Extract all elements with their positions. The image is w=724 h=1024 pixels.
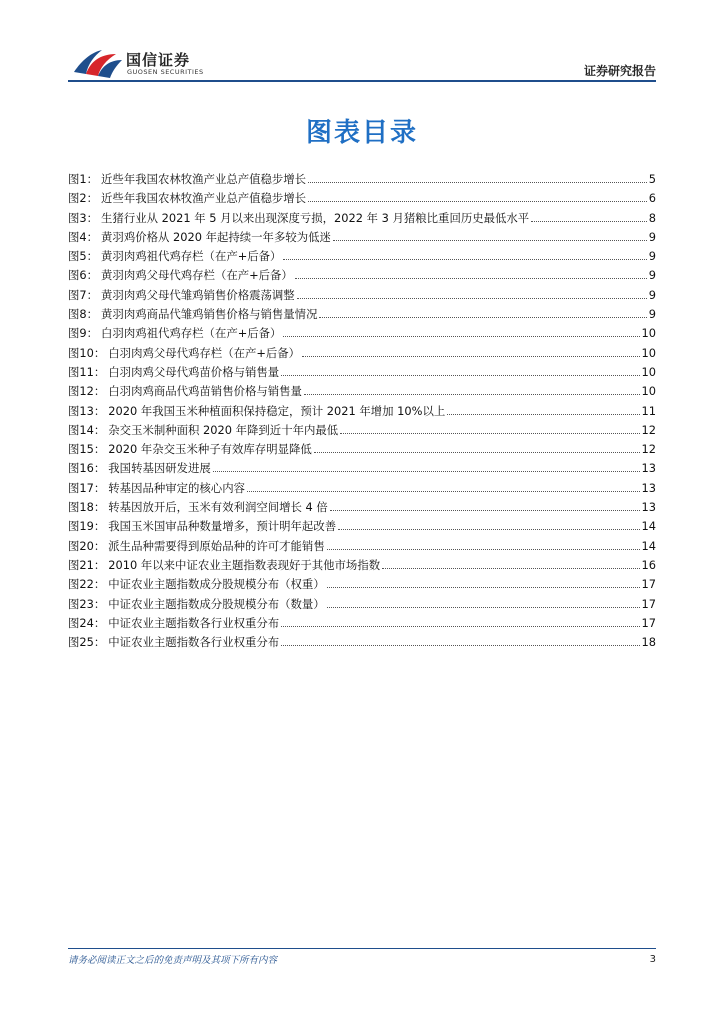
toc-leader-dots — [247, 491, 640, 492]
toc-entry-label: 图13： — [68, 403, 106, 418]
toc-entry-page: 10 — [641, 326, 656, 341]
toc-entry-page: 17 — [641, 615, 656, 630]
toc-entry-page: 14 — [641, 538, 656, 553]
toc-leader-dots — [327, 607, 640, 608]
toc-entry-page: 10 — [641, 345, 656, 360]
toc-entry-text: 2010 年以来中证农业主题指数表现好于其他市场指数 — [108, 557, 381, 572]
toc-entry-text: 近些年我国农林牧渔产业总产值稳步增长 — [101, 191, 307, 206]
toc-entry[interactable] — [68, 595, 656, 614]
toc-entry-page: 13 — [641, 461, 656, 476]
toc-entry-label: 图14： — [68, 422, 106, 437]
toc-entry-text: 2020 年我国玉米种植面积保持稳定，预计 2021 年增加 10%以上 — [108, 403, 446, 418]
guosen-logo — [72, 46, 252, 84]
toc-leader-dots — [531, 221, 647, 222]
toc-entry[interactable] — [68, 344, 656, 363]
toc-entry-text: 生猪行业从 2021 年 5 月以来出现深度亏损，2022 年 3 月猪粮比重回历史最低水平 — [101, 210, 530, 225]
toc-leader-dots — [314, 452, 640, 453]
toc-entry-text: 我国玉米国审品种数量增多，预计明年起改善 — [108, 519, 337, 534]
toc-entry-page: 10 — [641, 364, 656, 379]
toc-entry-page: 17 — [641, 577, 656, 592]
toc-entry-page: 8 — [648, 210, 656, 225]
toc-entry-page: 14 — [641, 519, 656, 534]
page-number: 3 — [649, 954, 656, 965]
toc-leader-dots — [447, 414, 639, 415]
toc-entry-page: 17 — [641, 596, 656, 611]
toc-entry-page: 9 — [648, 287, 656, 302]
toc-entry[interactable] — [68, 479, 656, 498]
toc-entry-text: 派生品种需要得到原始品种的许可才能销售 — [108, 538, 325, 553]
toc-entry-label: 图15： — [68, 442, 106, 457]
toc-leader-dots — [382, 568, 639, 569]
toc-entry-text: 黄羽肉鸡商品代雏鸡销售价格与销售量情况 — [101, 307, 318, 322]
toc-entry[interactable] — [68, 498, 656, 517]
toc-leader-dots — [327, 549, 640, 550]
toc-entry-page: 9 — [648, 307, 656, 322]
header-divider — [68, 80, 656, 82]
toc-entry-page: 12 — [641, 422, 656, 437]
toc-entry[interactable] — [68, 286, 656, 305]
toc-entry[interactable] — [68, 209, 656, 228]
toc-entry-label: 图10： — [68, 345, 106, 360]
toc-entry[interactable] — [68, 614, 656, 633]
toc-entry[interactable] — [68, 402, 656, 421]
toc-entry[interactable] — [68, 537, 656, 556]
toc-entry[interactable] — [68, 633, 656, 652]
toc-entry-label: 图12： — [68, 384, 106, 399]
toc-entry-text: 黄羽肉鸡父母代雏鸡销售价格震荡调整 — [101, 287, 295, 302]
toc-leader-dots — [340, 433, 639, 434]
toc-entry-text: 转基因放开后，玉米有效利润空间增长 4 倍 — [108, 500, 328, 515]
toc-leader-dots — [283, 259, 646, 260]
page-header — [0, 0, 724, 86]
toc-entry-text: 白羽肉鸡商品代鸡苗销售价格与销售量 — [108, 384, 302, 399]
toc-entry-label: 图24： — [68, 615, 106, 630]
toc-entry-label: 图2： — [68, 191, 99, 206]
toc-entry-page: 18 — [641, 635, 656, 650]
toc-leader-dots — [304, 394, 640, 395]
toc-entry[interactable] — [68, 421, 656, 440]
toc-leader-dots — [308, 182, 647, 183]
toc-entry-text: 黄羽鸡价格从 2020 年起持续一年多较为低迷 — [101, 229, 331, 244]
toc-entry-text: 中证农业主题指数成分股规模分布（权重） — [108, 577, 325, 592]
toc-entry[interactable] — [68, 305, 656, 324]
toc-entry-label: 图9： — [68, 326, 99, 341]
toc-entry[interactable] — [68, 575, 656, 594]
toc-entry-text: 转基因品种审定的核心内容 — [108, 480, 245, 495]
toc-entry-text: 近些年我国农林牧渔产业总产值稳步增长 — [101, 172, 307, 186]
toc-entry[interactable] — [68, 363, 656, 382]
toc-entry[interactable] — [68, 266, 656, 285]
toc-entry-page: 13 — [641, 500, 656, 515]
toc-entry-label: 图6： — [68, 268, 99, 283]
toc-entry-text: 杂交玉米制种面积 2020 年降到近十年内最低 — [108, 422, 339, 437]
toc-entry-label: 图18： — [68, 500, 106, 515]
toc-leader-dots — [295, 278, 647, 279]
toc-entry-page: 11 — [641, 403, 656, 418]
toc-entry-page: 9 — [648, 229, 656, 244]
toc-leader-dots — [213, 471, 640, 472]
toc-entry-label: 图25： — [68, 635, 106, 650]
footer-disclaimer: 请务必阅读正文之后的免责声明及其项下所有内容 — [68, 955, 278, 966]
toc-entry-text: 白羽肉鸡祖代鸡存栏（在产+后备） — [101, 326, 282, 341]
toc-entry[interactable] — [68, 228, 656, 247]
toc-entry-label: 图8： — [68, 307, 99, 322]
toc-leader-dots — [330, 510, 640, 511]
footer-divider — [68, 948, 656, 949]
toc-entry[interactable] — [68, 556, 656, 575]
toc-entry-page: 6 — [648, 191, 656, 206]
toc-entry-text: 我国转基因研发进展 — [108, 461, 211, 476]
toc-entry[interactable] — [68, 440, 656, 459]
toc-leader-dots — [319, 317, 646, 318]
toc-entry-label: 图4： — [68, 229, 99, 244]
toc-leader-dots — [338, 529, 639, 530]
toc-leader-dots — [297, 298, 647, 299]
report-type-label: 证券研究报告 — [583, 64, 656, 78]
toc-entry-text: 2020 年杂交玉米种子有效库存明显降低 — [108, 442, 312, 457]
toc-entry[interactable] — [68, 189, 656, 208]
toc-entry-label: 图17： — [68, 480, 106, 495]
toc-entry-text: 中证农业主题指数成分股规模分布（数量） — [108, 596, 325, 611]
toc-entry-label: 图1： — [68, 172, 99, 186]
toc-entry[interactable] — [68, 247, 656, 266]
toc-entry-page: 16 — [641, 557, 656, 572]
toc-entry-text: 黄羽肉鸡祖代鸡存栏（在产+后备） — [101, 249, 282, 264]
toc-entry-label: 图22： — [68, 577, 106, 592]
toc-entry-label: 图19： — [68, 519, 106, 534]
toc-entry-label: 图21： — [68, 557, 106, 572]
toc-entry-text: 白羽肉鸡父母代鸡苗价格与销售量 — [108, 364, 280, 379]
toc-entry[interactable] — [68, 382, 656, 401]
toc-entry-text: 白羽肉鸡父母代鸡存栏（在产+后备） — [108, 345, 301, 360]
toc-leader-dots — [281, 645, 639, 646]
toc-entry-page: 9 — [648, 268, 656, 283]
toc-entry-label: 图5： — [68, 249, 99, 264]
toc-leader-dots — [281, 375, 639, 376]
toc-list — [68, 170, 656, 652]
logo-cn-text: 国信证券 — [126, 51, 191, 69]
toc-title: 图表目录 — [305, 118, 418, 148]
toc-entry-page: 5 — [648, 172, 656, 186]
toc-entry-label: 图7： — [68, 287, 99, 302]
toc-entry[interactable] — [68, 324, 656, 343]
toc-entry[interactable] — [68, 517, 656, 536]
toc-leader-dots — [308, 201, 647, 202]
toc-entry[interactable] — [68, 170, 656, 189]
toc-leader-dots — [327, 587, 640, 588]
toc-entry-page: 12 — [641, 442, 656, 457]
logo-en-text: GUOSEN SECURITIES — [127, 68, 204, 76]
toc-leader-dots — [283, 336, 639, 337]
toc-entry-text: 黄羽肉鸡父母代鸡存栏（在产+后备） — [101, 268, 293, 283]
guosen-logo-icon — [72, 46, 124, 80]
toc-entry-page: 10 — [641, 384, 656, 399]
toc-entry-page: 13 — [641, 480, 656, 495]
toc-leader-dots — [333, 240, 647, 241]
toc-entry-label: 图20： — [68, 538, 106, 553]
toc-entry-label: 图11： — [68, 364, 106, 379]
toc-entry-text: 中证农业主题指数各行业权重分布 — [108, 615, 280, 630]
toc-entry-label: 图23： — [68, 596, 106, 611]
toc-entry-label: 图3： — [68, 210, 99, 225]
toc-leader-dots — [302, 356, 639, 357]
toc-leader-dots — [281, 626, 639, 627]
toc-entry[interactable] — [68, 459, 656, 478]
toc-entry-label: 图16： — [68, 461, 106, 476]
toc-entry-page: 9 — [648, 249, 656, 264]
toc-entry-text: 中证农业主题指数各行业权重分布 — [108, 635, 280, 650]
